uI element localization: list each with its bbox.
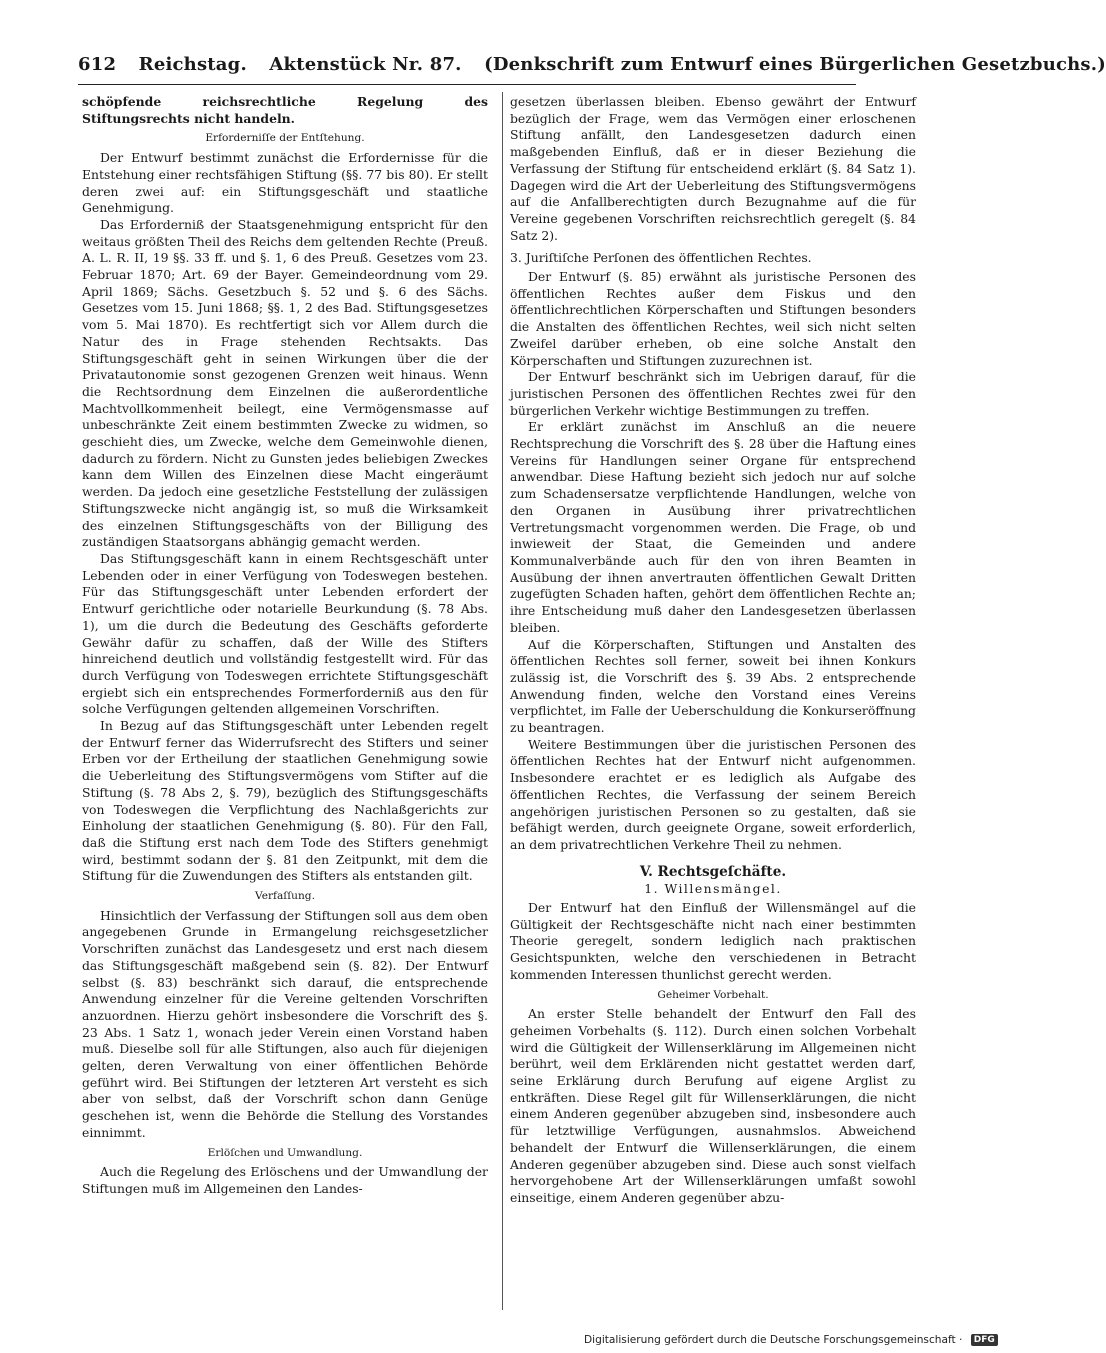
section-heading: 1. Willensmängel. — [644, 881, 782, 897]
subheading: Erforderniſſe der Entſtehung. — [205, 132, 365, 145]
subheading: Geheimer Vorbehalt. — [657, 988, 769, 1001]
paragraph: Auch die Regelung des Erlöschens und der Umwandlung der Stiftungen muß im Allgemeinen den Landes- — [82, 1164, 488, 1196]
dfg-logo: DFG — [971, 1334, 998, 1346]
paragraph: Der Entwurf beschränkt sich im Uebrigen darauf, für die juristischen Personen des öffentlichen Rechtes zwei für den bürgerlichen Verkehr wichtige Bestimmungen zu treffen. — [510, 369, 916, 418]
subheading: Erlöſchen und Umwandlung. — [207, 1146, 363, 1159]
column-divider — [502, 92, 503, 1310]
paragraph: Das Erforderniß der Staatsgenehmigung entspricht für den weitaus größten Theil des Reichs dem geltenden Rechte (Preuß. A. L. R. II, 19 §§. 33 ff. und §. 1, 6 des Preuß. Gesetzes vom 23. Februar 1870; Art. 69 der Bayer. Gemeindeordnung vom 29. April 1869; Sächs. Gesetzbuch §. 52 und §. 6 des Sächs. Gesetzes vom 15. Juni 1868; §§. 1, 2 des Bad. Stiftungsgesetzes vom 5. Mai 1870). Es rechtfertigt sich vor Allem durch die Natur des in Frage stehenden Rechtsakts. Das Stiftungsgeschäft geht in seinen Wirkungen über die der Privatautonomie sonst gezogenen Grenzen weit hinaus. Wenn die Rechtsordnung dem Einzelnen die außerordentliche Machtvollkommenheit beilegt, eine Vermögensmasse auf unbeschränkte Zeit einem bestimmten Zwecke zu widmen, so geschieht dies, um Zwecke, welche dem Gemeinwohle dienen, dadurch zu fördern. Nicht zu Gunsten jedes beliebigen Zweckes kann dem Willen des Einzelnen diese Macht eingeräumt werden. Da jedoch eine gesetzliche Feststellung der zulässigen Stiftungszwecke nicht angängig ist, so muß die Wirksamkeit des einzelnen Stiftungsgeschäfts von der Billigung des zuständigen Staatsorgans abhängig gemacht werden. — [82, 216, 488, 550]
chapter-heading: V. Rechtsgeſchäfte. — [639, 863, 787, 880]
paragraph: Weitere Bestimmungen über die juristischen Personen des öffentlichen Rechtes hat der Entwurf nicht aufgenommen. Insbesondere erachtet er es lediglich als Aufgabe des öffentlichen Rechtes, die Verfassung der seinem Bereich angehörigen juristischen Personen so zu gestalten, daß sie befähigt werden, durch geeignete Organe, soweit erforderlich, an dem privatrechtlichen Verkehre Theil zu nehmen. — [510, 736, 916, 852]
paragraph: Er erklärt zunächst im Anschluß an die neuere Rechtsprechung die Vorschrift des §. 28 über die Haftung eines Vereins für Handlungen seiner Organe für entsprechend anwendbar. Diese Haftung bezieht sich jedoch nur auf solche zum Schadensersatze verpflichtende Handlungen, welche von den Organen in Ausübung ihrer privatrechtlichen Vertretungsmacht vorgenommen werden. Die Frage, ob und inwieweit der Staat, die Gemeinden und andere Kommunalverbände auch für den von ihren Beamten in Ausübung der ihnen anvertrauten öffentlichen Gewalt Dritten zugefügten Schaden haften, gehört dem öffentlichen Rechte an; ihre Entscheidung muß daher den Landesgesetzen überlassen bleiben. — [510, 419, 916, 635]
document-title: (Denkschrift zum Entwurf eines Bürgerlichen Gesetzbuchs.) — [484, 54, 1106, 75]
paragraph: Auf die Körperschaften, Stiftungen und Anstalten des öffentlichen Rechtes soll ferner, soweit bei ihnen Konkurs zulässig ist, die Vorschrift des §. 39 Abs. 2 entsprechende Anwendung finden, welche den Vorstand eines Vereins verpflichtet, im Falle der Ueberschuldung die Konkurseröffnung zu beantragen. — [510, 636, 916, 736]
section-heading: 3. Juriſtiſche Perſonen des öffentlichen Rechtes. — [510, 250, 812, 266]
paragraph: Der Entwurf (§. 85) erwähnt als juristische Personen des öffentlichen Rechtes außer dem Fiskus und den öffentlichrechtlichen Körperschaften und Stiftungen besonders die Anstalten des öffentlichen Rechtes, weil sich nicht selten Zweifel darüber erheben, ob eine solche Anstalt den Körperschaften und Stiftungen zuzurechnen ist. — [510, 269, 916, 368]
paragraph: An erster Stelle behandelt der Entwurf den Fall des geheimen Vorbehalts (§. 112). Durch einen solchen Vorbehalt wird die Gültigkeit der Willenserklärung im Allgemeinen nicht berührt, weil dem Erklärenden nicht gestattet werden darf, seine Erklärung durch Berufung auf eigene Arglist zu entkräften. Diese Regel gilt für Willenserklärungen, die nicht einem Anderen gegenüber abzugeben sind, insbesondere auch für letztwillige Verfügungen, ausnahmslos. Abweichend behandelt der Entwurf die Willenserklärungen, die einem Anderen gegenüber abzugeben sind. Diese auch sonst vielfach hervorgehobene Art der Willenserklärungen umfaßt sowohl einseitige, einem Anderen gegenüber abzu- — [510, 1006, 916, 1205]
header-rule — [78, 84, 856, 85]
digitization-credit — [584, 1334, 995, 1346]
document-number: Aktenstück Nr. 87. — [269, 54, 462, 75]
journal-name: Reichstag. — [138, 54, 247, 75]
paragraph: In Bezug auf das Stiftungsgeschäft unter Lebenden regelt der Entwurf ferner das Widerrufsrecht des Stifters und seiner Erben vor der Ertheilung der staatlichen Genehmigung sowie die Ueberleitung des Stiftungsvermögens vom Stifter auf die Stiftung (§. 78 Abs 2, §. 79), bezüglich des Stiftungsgeschäfts von Todeswegen die Verpflichtung des Nachlaßgerichts zur Einholung der staatlichen Genehmigung (§. 80). Für den Fall, daß die Stiftung erst nach dem Tode des Stifters genehmigt wird, bestimmt sodann der §. 81 den Zeitpunkt, mit dem die Stiftung für die Zuwendungen des Stifters als entstanden gilt. — [82, 718, 488, 884]
left-column — [82, 94, 488, 1198]
paragraph: gesetzen überlassen bleiben. Ebenso gewährt der Entwurf bezüglich der Frage, wem das Vermögen einer erloschenen Stiftung anfällt, den Landesgesetzen dadurch einen maßgebenden Einfluß, daß er in dieser Beziehung die Verfassung der Stiftung für entscheidend erklärt (§. 84 Satz 1). Dagegen wird die Art der Ueberleitung des Stiftungsvermögens auf die Anfallberechtigten durch Bezugnahme auf die für Vereine gegebenen Vorschriften reichsrechtlich geregelt (§. 84 Satz 2). — [510, 94, 916, 243]
paragraph: Hinsichtlich der Verfassung der Stiftungen soll aus dem oben angegebenen Grunde in Ermangelung reichsgesetzlicher Vorschriften zunächst das Landesgesetz und erst nach diesem das Stiftungsgeschäft maßgebend sein (§. 82). Der Entwurf selbst (§. 83) beschränkt sich darauf, die entsprechende Anwendung einzelner für die Vereine geltenden Vorschriften anzuordnen. Hierzu gehört insbesondere die Vorschrift des §. 23 Abs. 1 Satz 1, wonach jeder Verein einen Vorstand haben muß. Dieselbe soll für alle Stiftungen, also auch für diejenigen gelten, deren Verwaltung von einer öffentlichen Behörde geführt wird. Bei Stiftungen der letzteren Art versteht es sich aber von selbst, daß der Vorschrift schon dann Genüge geschehen ist, wenn die Behörde die Stellung des Vorstandes einnimmt. — [82, 907, 488, 1140]
credit-text: Digitalisierung gefördert durch die Deutsche Forschungsgemeinschaft · — [584, 1334, 963, 1346]
paragraph: Der Entwurf hat den Einfluß der Willensmängel auf die Gültigkeit der Rechtsgeschäfte nicht nach einer bestimmten Theorie geregelt, sondern lediglich nach praktischen Gesichtspunkten, welche den verschiedenen in Betracht kommenden Interessen thunlichst gerecht werden. — [510, 900, 916, 982]
subheading: Verfaſſung. — [255, 890, 315, 903]
paragraph: Das Stiftungsgeschäft kann in einem Rechtsgeschäft unter Lebenden oder in einer Verfügung von Todeswegen bestehen. Für das Stiftungsgeschäft unter Lebenden erfordert der Entwurf gerichtliche oder notarielle Beurkundung (§. 78 Abs. 1), um die durch die Bedeutung des Geschäfts geforderte Gewähr dafür zu schaffen, daß der Wille des Stifters hinreichend deutlich und vollständig festgestellt wird. Für das durch Verfügung von Todeswegen errichtete Stiftungsgeschäft ergiebt sich ein entsprechendes Formerforderniß aus den für solche Verfügungen geltenden allgemeinen Vorschriften. — [82, 550, 488, 717]
paragraph: Der Entwurf bestimmt zunächst die Erfordernisse für die Entstehung einer rechtsfähigen Stiftung (§§. 77 bis 80). Er stellt deren zwei auf: ein Stiftungsgeschäft und staatliche Genehmigung. — [82, 150, 488, 216]
page-number: 612 — [78, 54, 117, 75]
page-header — [78, 54, 1106, 75]
right-column — [510, 94, 916, 1207]
paragraph: schöpfende reichsrechtliche Regelung des Stiftungsrechts nicht handeln. — [82, 94, 488, 126]
